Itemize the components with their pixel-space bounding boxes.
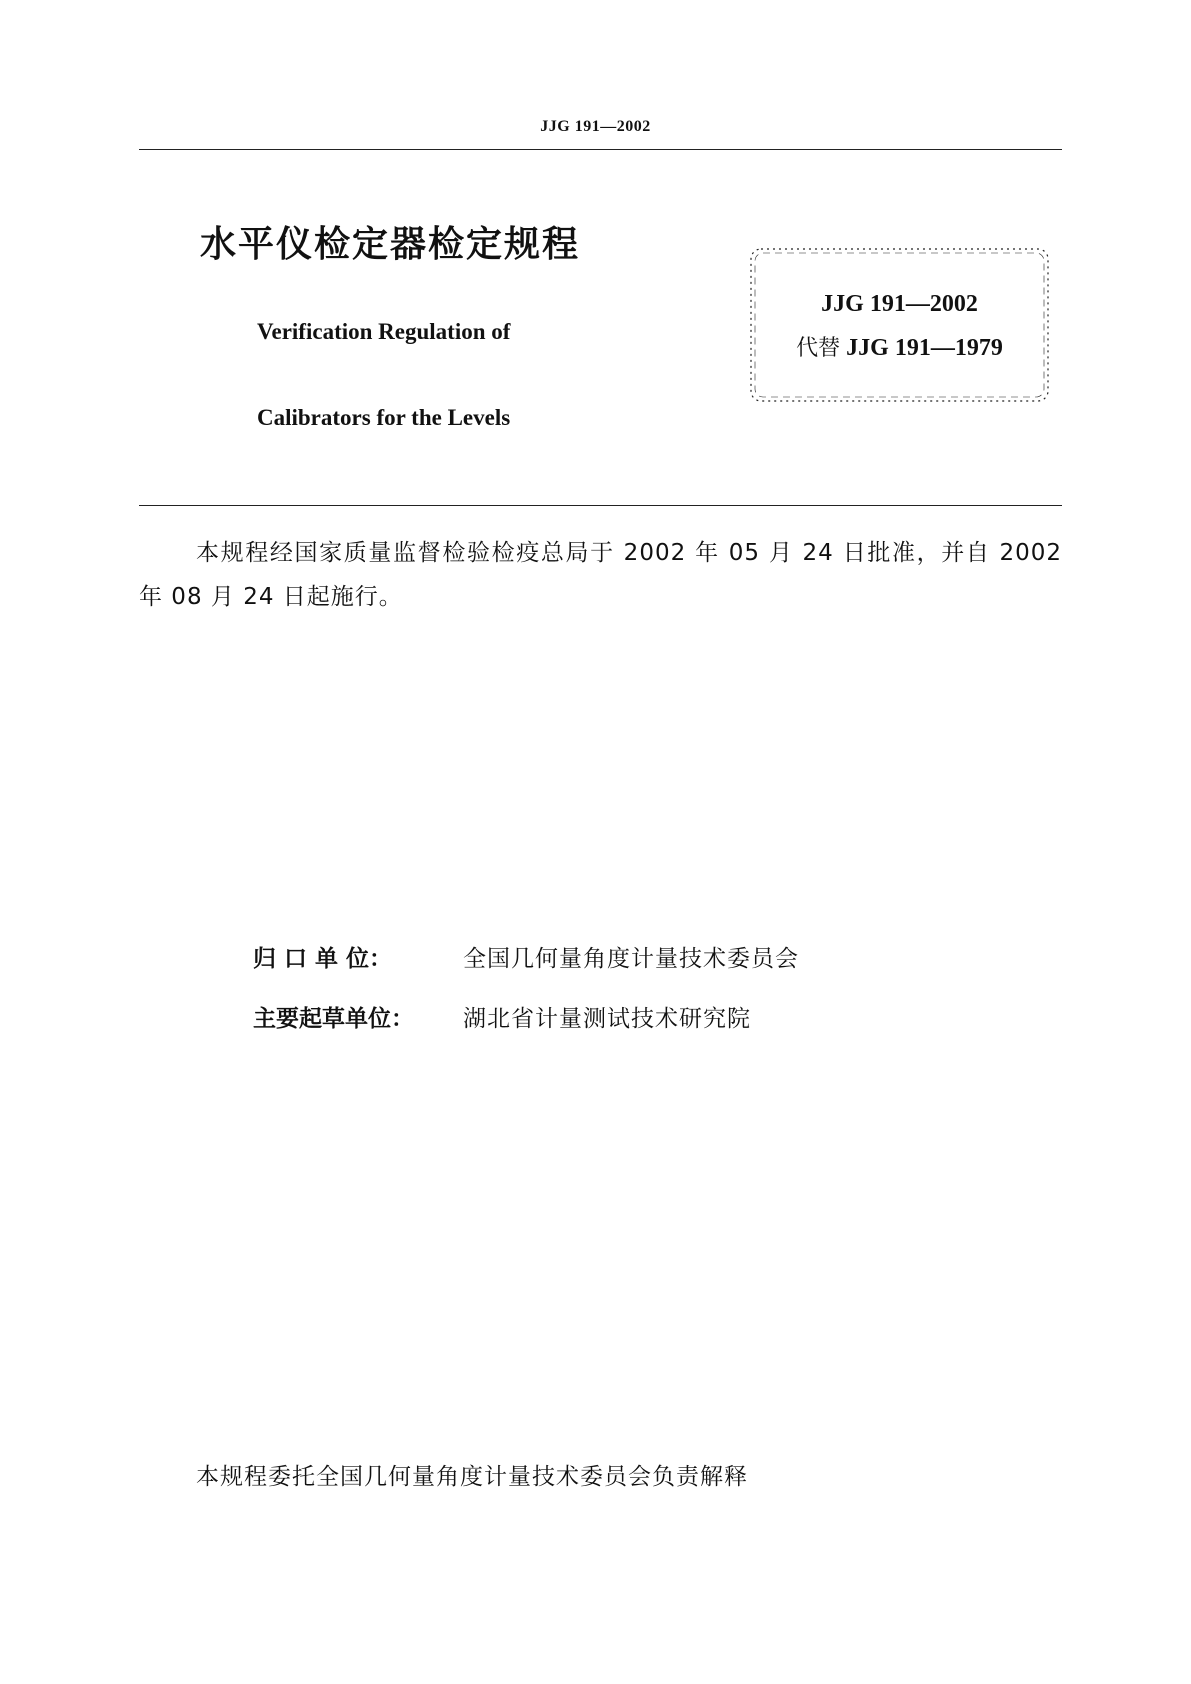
english-title-line-2: Calibrators for the Levels <box>257 405 511 430</box>
replaced-code: JJG 191—1979 <box>846 335 1003 361</box>
decorative-border <box>747 245 1052 405</box>
drafting-unit-row <box>253 1000 799 1060</box>
replaces-label: 代替 <box>796 336 841 361</box>
responsible-unit-value: 全国几何量角度计量技术委员会 <box>463 946 799 972</box>
header-standard-code: JJG 191—2002 <box>540 118 651 135</box>
interpretation-note: 本规程委托全国几何量角度计量技术委员会负责解释 <box>196 1464 748 1490</box>
approval-statement: 本规程经国家质量监督检验检疫总局于 2002 年 05 月 24 日批准，并自 2002 年 08 月 24 日起施行。 <box>139 540 1062 610</box>
replaced-code-line <box>747 331 1052 362</box>
middle-divider <box>139 505 1062 506</box>
english-title-line-1: Verification Regulation of <box>257 319 511 344</box>
responsible-unit-row <box>253 940 799 1000</box>
drafting-unit-label: 主要起草单位： <box>253 1006 414 1032</box>
drafting-unit-value: 湖北省计量测试技术研究院 <box>463 1006 751 1032</box>
standard-code-box <box>747 245 1052 405</box>
current-code: JJG 191—2002 <box>821 291 978 317</box>
units-block <box>253 940 799 1060</box>
top-divider <box>139 149 1062 150</box>
responsible-unit-label: 归 口 单 位： <box>253 946 393 972</box>
chinese-title: 水平仪检定器检定规程 <box>200 224 581 265</box>
